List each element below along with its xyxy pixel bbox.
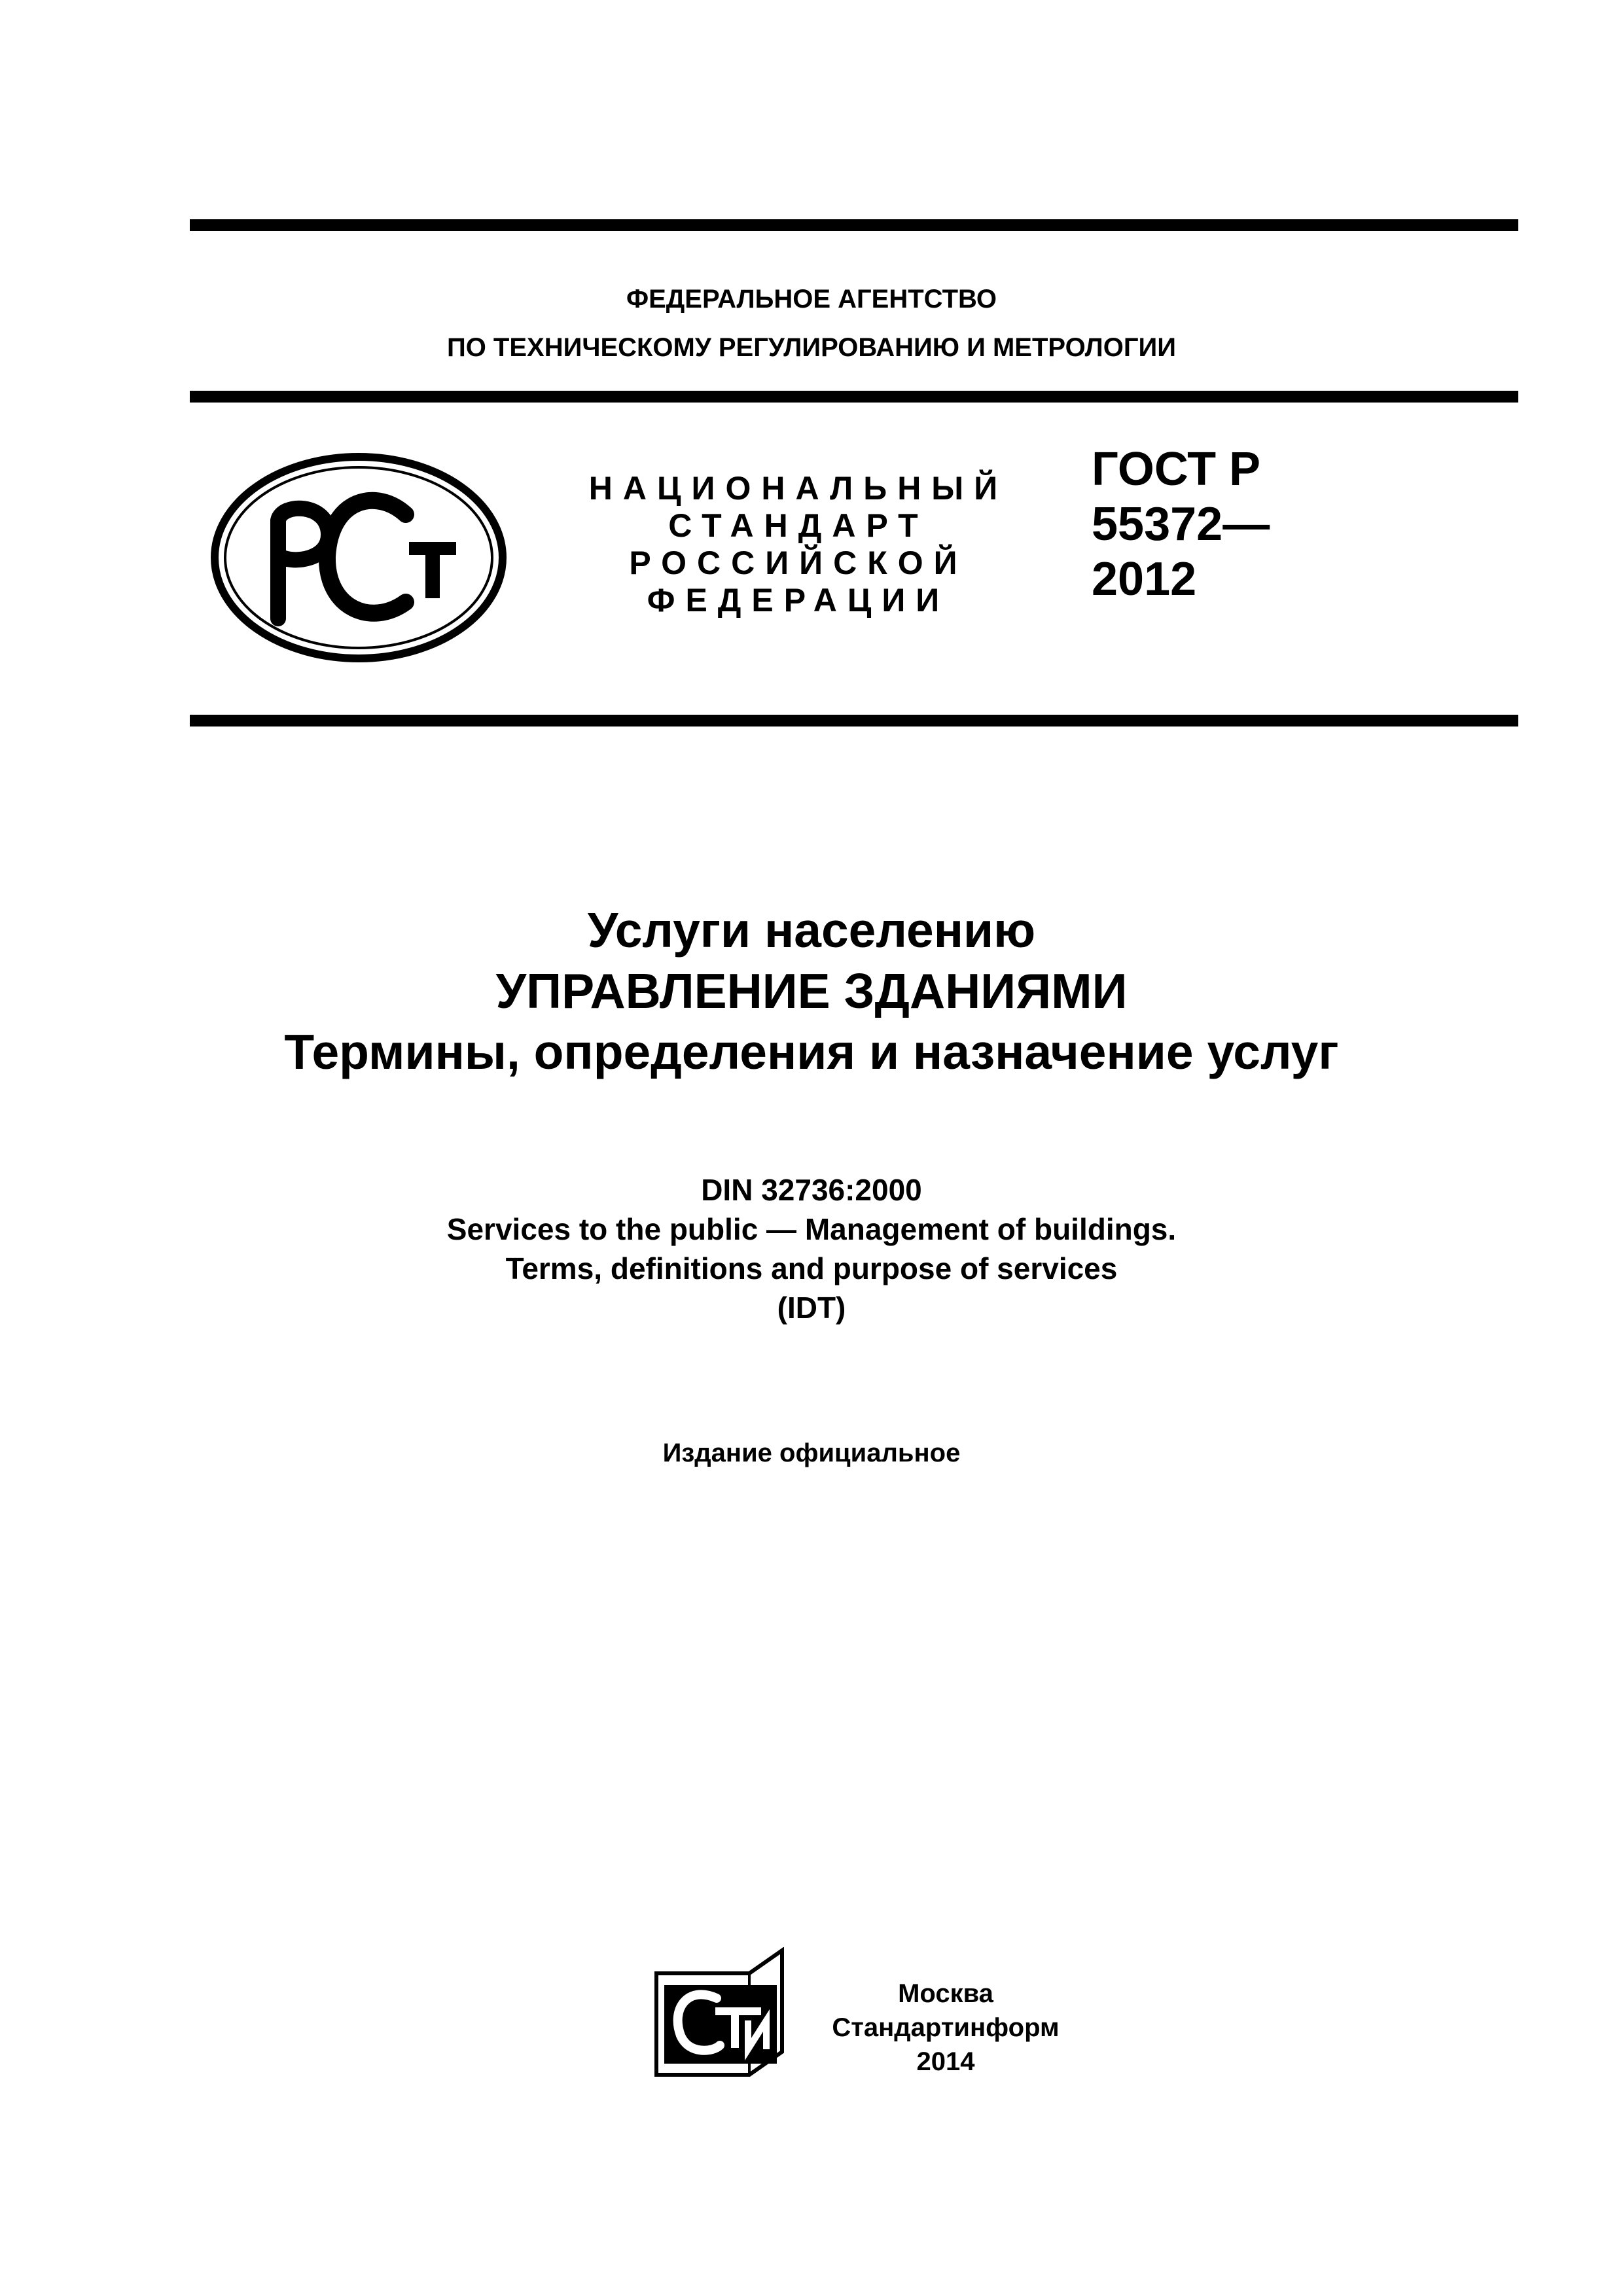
original-title-2: Terms, definitions and purpose of services	[505, 1251, 1118, 1285]
agency-line-1: ФЕДЕРАЛЬНОЕ АГЕНТСТВО	[626, 285, 997, 314]
designation-line-3: 2012	[1092, 553, 1197, 605]
middle-rule	[190, 391, 1518, 403]
title-line-1: Услуги населению	[587, 903, 1036, 958]
rst-conformity-mark-icon	[209, 452, 510, 664]
agency-block	[0, 275, 1623, 372]
publisher-name: Стандартинформ	[832, 2013, 1060, 2042]
original-title-1: Services to the public — Management of buildings.	[446, 1212, 1177, 1246]
top-rule	[190, 219, 1518, 231]
original-standard	[0, 1170, 1623, 1327]
national-line-2: СТАНДАРТ	[668, 507, 929, 544]
publisher-city: Москва	[898, 1979, 993, 2008]
equivalence-mark: (IDT)	[777, 1291, 846, 1325]
agency-line-2: ПО ТЕХНИЧЕСКОМУ РЕГУЛИРОВАНИЮ И МЕТРОЛОГИИ	[446, 333, 1177, 362]
national-line-3: РОССИЙСКОЙ	[629, 545, 968, 581]
national-standard-label	[563, 470, 1034, 619]
standartinform-logo-icon	[651, 1947, 792, 2091]
title-line-3: Термины, определения и назначение услуг	[284, 1024, 1339, 1079]
edition-label: Издание официальное	[662, 1439, 961, 1467]
designation-line-2: 55372—	[1092, 498, 1270, 550]
national-line-1: НАЦИОНАЛЬНЫЙ	[588, 470, 1008, 507]
original-code: DIN 32736:2000	[701, 1173, 922, 1207]
title-line-2: УПРАВЛЕНИЕ ЗДАНИЯМИ	[495, 963, 1128, 1018]
national-line-4: ФЕДЕРАЦИИ	[647, 582, 950, 619]
standard-designation	[1092, 442, 1270, 607]
publisher-block	[821, 1977, 1070, 2079]
designation-line-1: ГОСТ Р	[1092, 443, 1261, 495]
publisher-year: 2014	[916, 2047, 975, 2076]
document-title	[0, 900, 1623, 1083]
bottom-rule	[190, 715, 1518, 726]
